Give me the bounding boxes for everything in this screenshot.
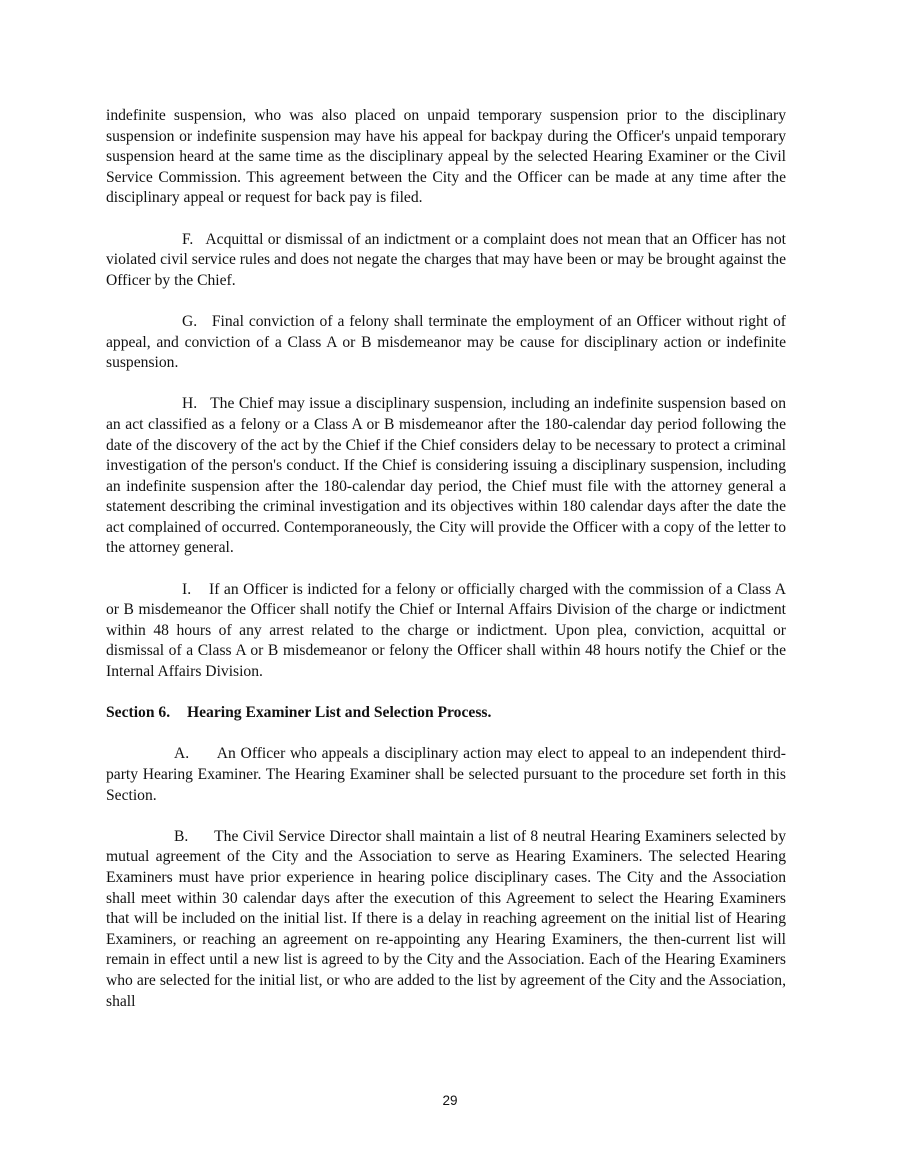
paragraph-i: I. If an Officer is indicted for a felony or officially charged with the commission of a Class A or B misdemeanor the Officer shall notify the Chief or Internal Affairs Division of the charge or indictment within 48 hours of any arrest related to the charge or indictment. Upon plea, conviction, acquittal or dismissal of a Class A or B misdemeanor or felony the Officer shall within 48 hours notify the Chief or the Internal Affairs Division. [106, 580, 786, 681]
paragraph-f: F. Acquittal or dismissal of an indictment or a complaint does not mean that an Officer has not violated civil service rules and does not negate the charges that may have been or may be brought against the Officer by the Chief. [106, 230, 786, 289]
continued-paragraph: indefinite suspension, who was also placed on unpaid temporary suspension prior to the disciplinary suspension or indefinite suspension may have his appeal for backpay during the Officer's unpaid temporary suspension heard at the same time as the disciplinary appeal by the selected Hearing Examiner or the Civil Service Commission. This agreement between the City and the Officer can be made at any time after the disciplinary appeal or request for back pay is filed. [106, 107, 786, 207]
page-number: 29 [442, 1093, 458, 1108]
paragraph-h: H. The Chief may issue a disciplinary suspension, including an indefinite suspension based on an act classified as a felony or a Class A or B misdemeanor after the 180-calendar day period following the date of the discovery of the act by the Chief if the Chief considers delay to be necessary to protect a criminal investigation of the person's conduct. If the Chief is considering issuing a disciplinary suspension, including an indefinite suspension after the 180-calendar day period, the Chief must file with the attorney general a statement describing the criminal investigation and its objectives within 180 calendar days after the date the act complained of occurred. Contemporaneously, the City will provide the Officer with a copy of the letter to the attorney general. [106, 395, 786, 557]
paragraph-6a: A. An Officer who appeals a disciplinary action may elect to appeal to an independent third- party Hearing Examiner. The Hearing Examiner shall be selected pursuant to the procedure set forth in this Section. [106, 745, 786, 804]
paragraph-g: G. Final conviction of a felony shall terminate the employment of an Officer without right of appeal, and conviction of a Class A or B misdemeanor may be cause for disciplinary action or indefinite suspension. [106, 312, 786, 372]
section-title: Hearing Examiner List and Selection Process. [187, 704, 492, 722]
section-6-heading [106, 703, 786, 724]
paragraph-6b: B. The Civil Service Director shall maintain a list of 8 neutral Hearing Examiners selected by mutual agreement of the City and the Association to serve as Hearing Examiners. The selected Hearing Examiners must have prior experience in hearing police disciplinary cases. The City and the Association shall meet within 30 calendar days after the execution of this Agreement to select the Hearing Examiners that will be included on the initial list. If there is a delay in reaching agreement on the initial list of Hearing Examiners, or reaching an agreement on re-appointing any Hearing Examiners, the then-current list will remain in effect until a new list is agreed to by the City and the Association. Each of the Hearing Examiners who are selected for the initial list, or who are added to the list by agreement of the City and the Association, shall [106, 827, 786, 1010]
section-number: Section 6. [106, 704, 171, 722]
page-body [106, 106, 786, 1033]
